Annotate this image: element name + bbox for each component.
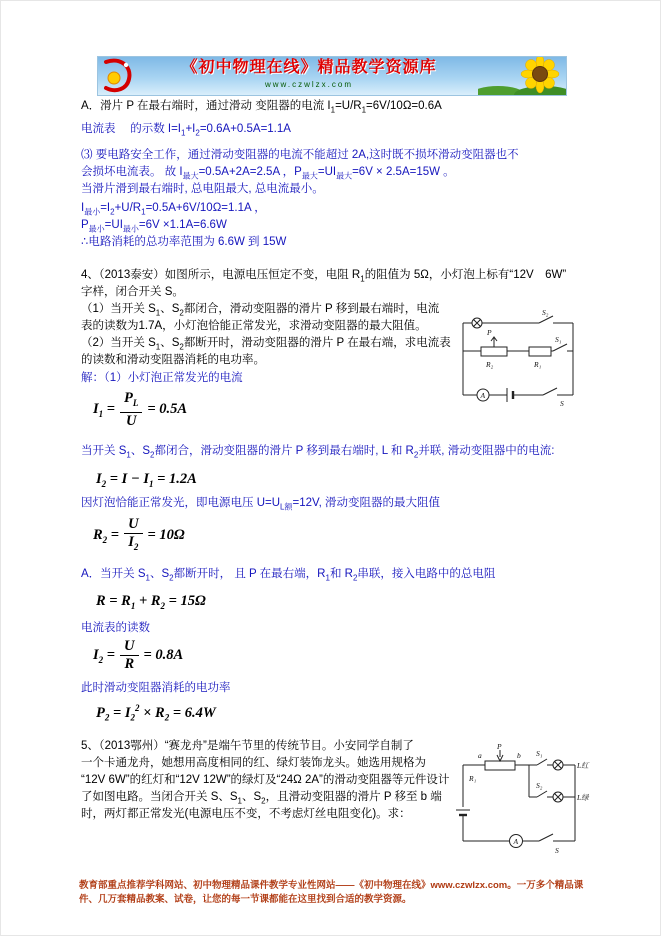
switch-s-label: S xyxy=(560,399,564,407)
banner-site-url: www.czwlzx.com xyxy=(264,80,353,89)
formula-total-resistance xyxy=(96,593,206,611)
solution-line: ⑶ 要电路安全工作，通过滑动变阻器的电流不能超过 2A,这时既不损坏滑动变阻器也不 xyxy=(81,149,519,161)
formula-text: $P_2 = I_2^2 \times R_2 = 6.4W$ xyxy=(96,703,216,723)
problem5-statement-line: 一个卡通龙舟，她想用高度相同的红、绿灯装饰龙头。她选用规格为 xyxy=(81,757,426,769)
problem5-statement-line: “12V 6W”的红灯和“12V 12W”的绿灯及“24Ω 2A”的滑动变阻器等元件设计 xyxy=(81,774,450,786)
solution-line: A．滑片 P 在最右端时，通过滑动 变阻器的电流 $I_1=U/R_1=6V/10\Omega=0.6A$ xyxy=(81,100,442,115)
switch-s2-label: S₂ xyxy=(542,308,549,317)
circuit-diagram-problem4 xyxy=(453,307,583,412)
terminal-b-label: b xyxy=(517,751,521,760)
fraction-numerator: U xyxy=(120,639,138,656)
terminal-a-label: a xyxy=(478,751,482,760)
formula-lhs: $R_2$ = xyxy=(93,527,120,545)
fraction-denominator: R xyxy=(124,656,135,672)
site-banner xyxy=(97,56,567,96)
site-logo-icon xyxy=(98,57,140,95)
resistor-r1-label: R₁ xyxy=(534,360,542,369)
banner-title xyxy=(140,59,478,93)
footer-line: 件、几万套精品教案、试卷，让您的每一节课都能在这里找到合适的教学资源。 xyxy=(79,894,412,905)
solution-line: 会损坏电流表。 故 $I_{最大}=0.5A+2A=2.5A$ ，$P_{最大}=UI_{最大}=6V \times 2.5A=15W$ 。 xyxy=(81,166,455,181)
switch-s-label: S xyxy=(555,846,559,855)
formula-text: $R = R_1 + R_2 = 15\Omega$ xyxy=(96,593,206,611)
slider-p-label: P xyxy=(497,742,502,751)
footer-line: 教育部重点推荐学科网站、初中物理精品课件教学专业性网站——《初中物理在线》www.czwlzx.com。一万多个精品课 xyxy=(79,880,584,891)
formula-lhs: $I_2$ = xyxy=(93,646,116,665)
solution-line: 电流表的读数 xyxy=(81,622,150,634)
solution-line: ∴电路消耗的总功率范围为 6.6W 到 15W xyxy=(81,236,287,248)
problem4-statement-line: 的读数和滑动变阻器消耗的电功率。 xyxy=(81,354,265,366)
fraction-denominator: $I_2$ xyxy=(128,534,139,552)
green-lamp-label: L绿 xyxy=(577,793,589,802)
solution-line: 当开关 $S_1$、$S_2$都闭合，滑动变阻器的滑片 P 移到最右端时, L 和 $R_2$并联, 滑动变阻器中的电流: xyxy=(81,445,555,460)
solution-line: $I_{最小}=I_2+U/R_1=0.5A+6V/10\Omega=1.1A$ ， xyxy=(81,202,266,217)
solution-line: 电流表 的示数 $I=I_1+I_2=0.6A+0.5A=1.1A$ xyxy=(81,123,291,138)
problem5-statement-line: 了如图电路。当闭合开关 S、$S_1$、$S_2$，且滑动变阻器的滑片 P 移至 b 端 xyxy=(81,791,442,806)
solution-line: A．当开关 $S_1$、$S_2$都断开时， 且 P 在最右端，$R_1$和 $R_2$串联，接入电路中的总电阻 xyxy=(81,568,496,583)
solution-line: 解：（1）小灯泡正常发光的电流 xyxy=(81,372,243,384)
problem4-statement-line: 字样，闭合开关 S。 xyxy=(81,286,184,298)
formula-lhs: $I_1$ = xyxy=(93,401,116,419)
formula-rhs: = 0.8A xyxy=(143,647,184,663)
banner-title-text: 《初中物理在线》精品教学资源库 xyxy=(181,59,437,76)
fraction xyxy=(120,391,142,429)
problem4-statement-line: 表的读数为1.7A，小灯泡恰能正常发光，求滑动变阻器的最大阻值。 xyxy=(81,320,427,332)
rheostat-r1-label: R₁ xyxy=(469,774,477,783)
formula-rheostat-power xyxy=(96,703,216,723)
problem5-statement-line: 时，两灯都正常发光(电源电压不变，不考虑灯丝电阻变化)。求： xyxy=(81,808,411,820)
fraction-numerator: U xyxy=(124,517,142,534)
rheostat-r2-label: R₂ xyxy=(486,360,494,369)
switch-s2-label: S₂ xyxy=(536,781,543,790)
red-lamp-label: L红 xyxy=(577,761,589,770)
solution-line: 当滑片滑到最右端时, 总电阻最大, 总电流最小。 xyxy=(81,183,324,195)
formula-rhs: = 10Ω xyxy=(147,527,185,544)
problem4-statement-line: （2）当开关 $S_1$、$S_2$都断开时，滑动变阻器的滑片 P 在最右端，求电流表 xyxy=(81,337,451,352)
switch-s1-label: S₁ xyxy=(536,749,543,758)
problem4-statement-line: 4、（2013泰安）如图所示，电源电压恒定不变，电阻 $R_1$的阻值为 5Ω，小灯泡上标有“12V 6W” xyxy=(81,269,567,284)
problem4-statement-line: （1）当开关 $S_1$、$S_2$都闭合，滑动变阻器的滑片 P 移到最右端时，电流 xyxy=(81,303,440,318)
formula-lamp-current xyxy=(93,391,187,429)
ammeter-label: A xyxy=(480,391,486,400)
formula-text: $I_2 = I - I_1 = 1.2A$ xyxy=(96,471,197,489)
formula-rhs: = 0.5A xyxy=(147,401,188,418)
ammeter-label: A xyxy=(513,837,519,846)
slider-p-label: P xyxy=(487,328,492,337)
solution-line: 因灯泡恰能正常发光，即电源电压 $U=U_{L额}=12V$, 滑动变阻器的最大阻值 xyxy=(81,497,440,512)
solution-line: $P_{最小}=UI_{最小}=6V \times 1.1A=6.6W$ xyxy=(81,219,227,234)
fraction-denominator: U xyxy=(125,412,137,429)
formula-ammeter-reading xyxy=(93,639,183,672)
problem5-statement-line: 5、（2013鄂州）“赛龙舟”是端午节里的传统节目。小安同学自制了 xyxy=(81,740,414,752)
switch-s1-label: S₁ xyxy=(555,335,562,344)
fraction xyxy=(124,517,142,555)
sunflower-icon xyxy=(478,56,566,96)
circuit-diagram-problem5 xyxy=(451,741,591,864)
formula-rheostat-current xyxy=(96,471,197,489)
formula-max-resistance xyxy=(93,517,185,555)
fraction xyxy=(120,639,138,672)
solution-line: 此时滑动变阻器消耗的电功率 xyxy=(81,682,231,694)
fraction-numerator: $P_L$ xyxy=(120,391,142,413)
